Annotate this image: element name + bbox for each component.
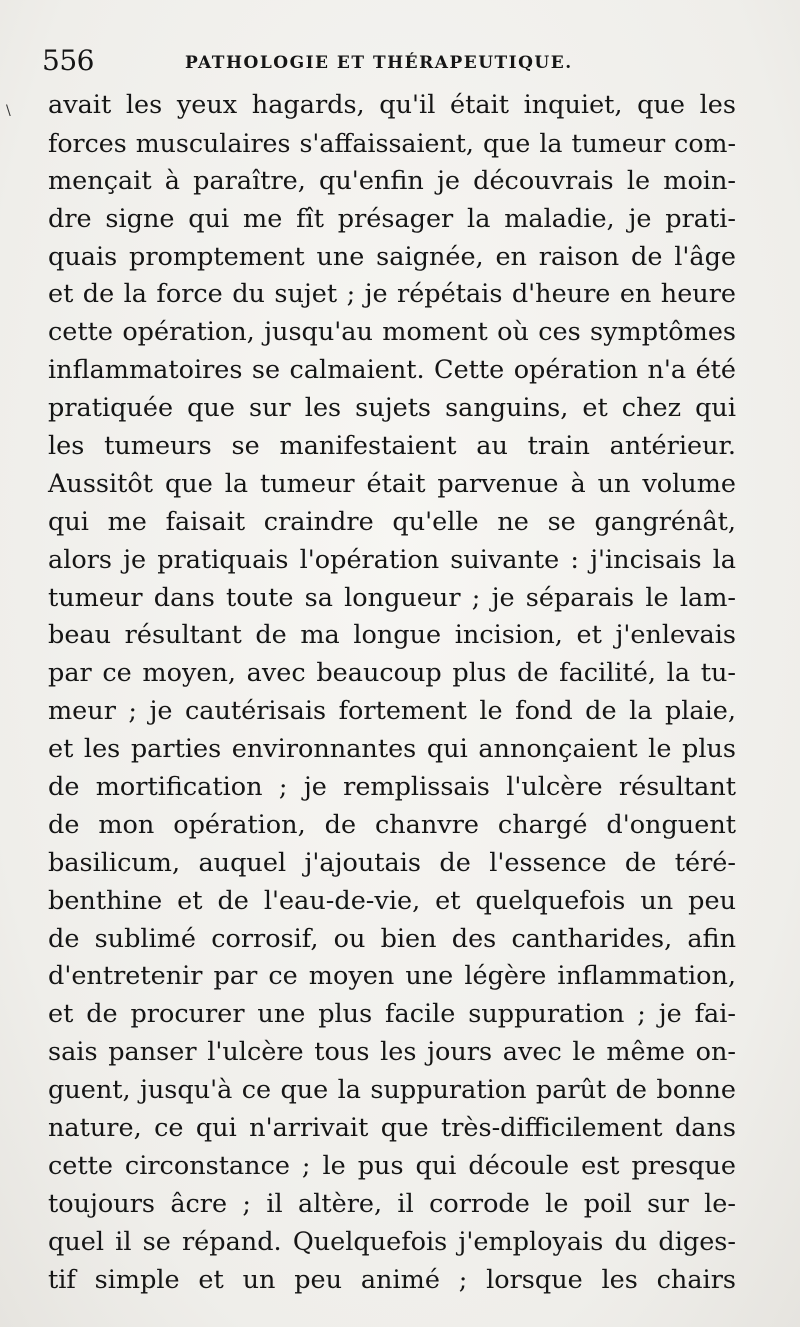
text-line: Aussitôt que la tumeur était parvenue à un volume bbox=[48, 468, 736, 499]
margin-mark: \ bbox=[6, 103, 11, 119]
text-line: de mortification ; je remplissais l'ulcère résultant bbox=[48, 772, 736, 803]
text-line: et de procurer une plus facile suppuration ; je fai- bbox=[48, 999, 736, 1030]
text-line: tif simple et un peu animé ; lorsque les chairs bbox=[48, 1264, 736, 1295]
text-line: de sublimé corrosif, ou bien des cantharides, afin bbox=[48, 923, 736, 954]
text-line: quel il se répand. Quelquefois j'employais du diges- bbox=[48, 1226, 736, 1257]
text-line: nature, ce qui n'arrivait que très-difficilement dans bbox=[48, 1113, 736, 1144]
text-line: cette opération, jusqu'au moment où ces symptômes bbox=[48, 317, 736, 348]
text-line: meur ; je cautérisais fortement le fond de la plaie, bbox=[48, 696, 736, 727]
text-line: pratiquée que sur les sujets sanguins, et chez qui bbox=[48, 393, 736, 424]
running-head: PATHOLOGIE ET THÉRAPEUTIQUE. bbox=[185, 53, 573, 73]
text-line: inflammatoires se calmaient. Cette opération n'a été bbox=[48, 355, 736, 386]
text-line: les tumeurs se manifestaient au train antérieur. bbox=[48, 431, 736, 462]
text-line: forces musculaires s'affaissaient, que la tumeur com- bbox=[48, 128, 736, 158]
text-line: par ce moyen, avec beaucoup plus de facilité, la tu- bbox=[48, 658, 736, 689]
text-line: quais promptement une saignée, en raison de l'âge bbox=[48, 241, 736, 272]
text-line: sais panser l'ulcère tous les jours avec le même on- bbox=[48, 1037, 736, 1068]
text-line: basilicum, auquel j'ajoutais de l'essence de téré- bbox=[48, 847, 736, 878]
text-line: cette circonstance ; le pus qui découle est presque bbox=[48, 1150, 736, 1181]
text-line: guent, jusqu'à ce que la suppuration parût de bonne bbox=[48, 1075, 736, 1106]
text-line: benthine et de l'eau-de-vie, et quelquefois un peu bbox=[48, 885, 736, 916]
text-line: et les parties environnantes qui annonçaient le plus bbox=[48, 734, 736, 765]
page-number: 556 bbox=[42, 44, 94, 77]
text-line: beau résultant de ma longue incision, et j'enlevais bbox=[48, 620, 736, 651]
text-line: d'entretenir par ce moyen une légère inflammation, bbox=[48, 961, 736, 992]
text-line: et de la force du sujet ; je répétais d'heure en heure bbox=[48, 279, 736, 310]
text-line: alors je pratiquais l'opération suivante : j'incisais la bbox=[48, 544, 736, 575]
text-line: mençait à paraître, qu'enfin je découvrais le moin- bbox=[48, 165, 736, 196]
text-line: qui me faisait craindre qu'elle ne se gangrénât, bbox=[48, 506, 736, 537]
text-line: avait les yeux hagards, qu'il était inquiet, que les bbox=[48, 90, 736, 120]
text-line: tumeur dans toute sa longueur ; je séparais le lam- bbox=[48, 582, 736, 613]
text-line: toujours âcre ; il altère, il corrode le poil sur le- bbox=[48, 1188, 736, 1219]
text-line: de mon opération, de chanvre chargé d'onguent bbox=[48, 809, 736, 840]
page-header bbox=[42, 44, 742, 84]
body-text bbox=[48, 87, 736, 1300]
text-line: dre signe qui me fît présager la maladie, je prati- bbox=[48, 203, 736, 234]
